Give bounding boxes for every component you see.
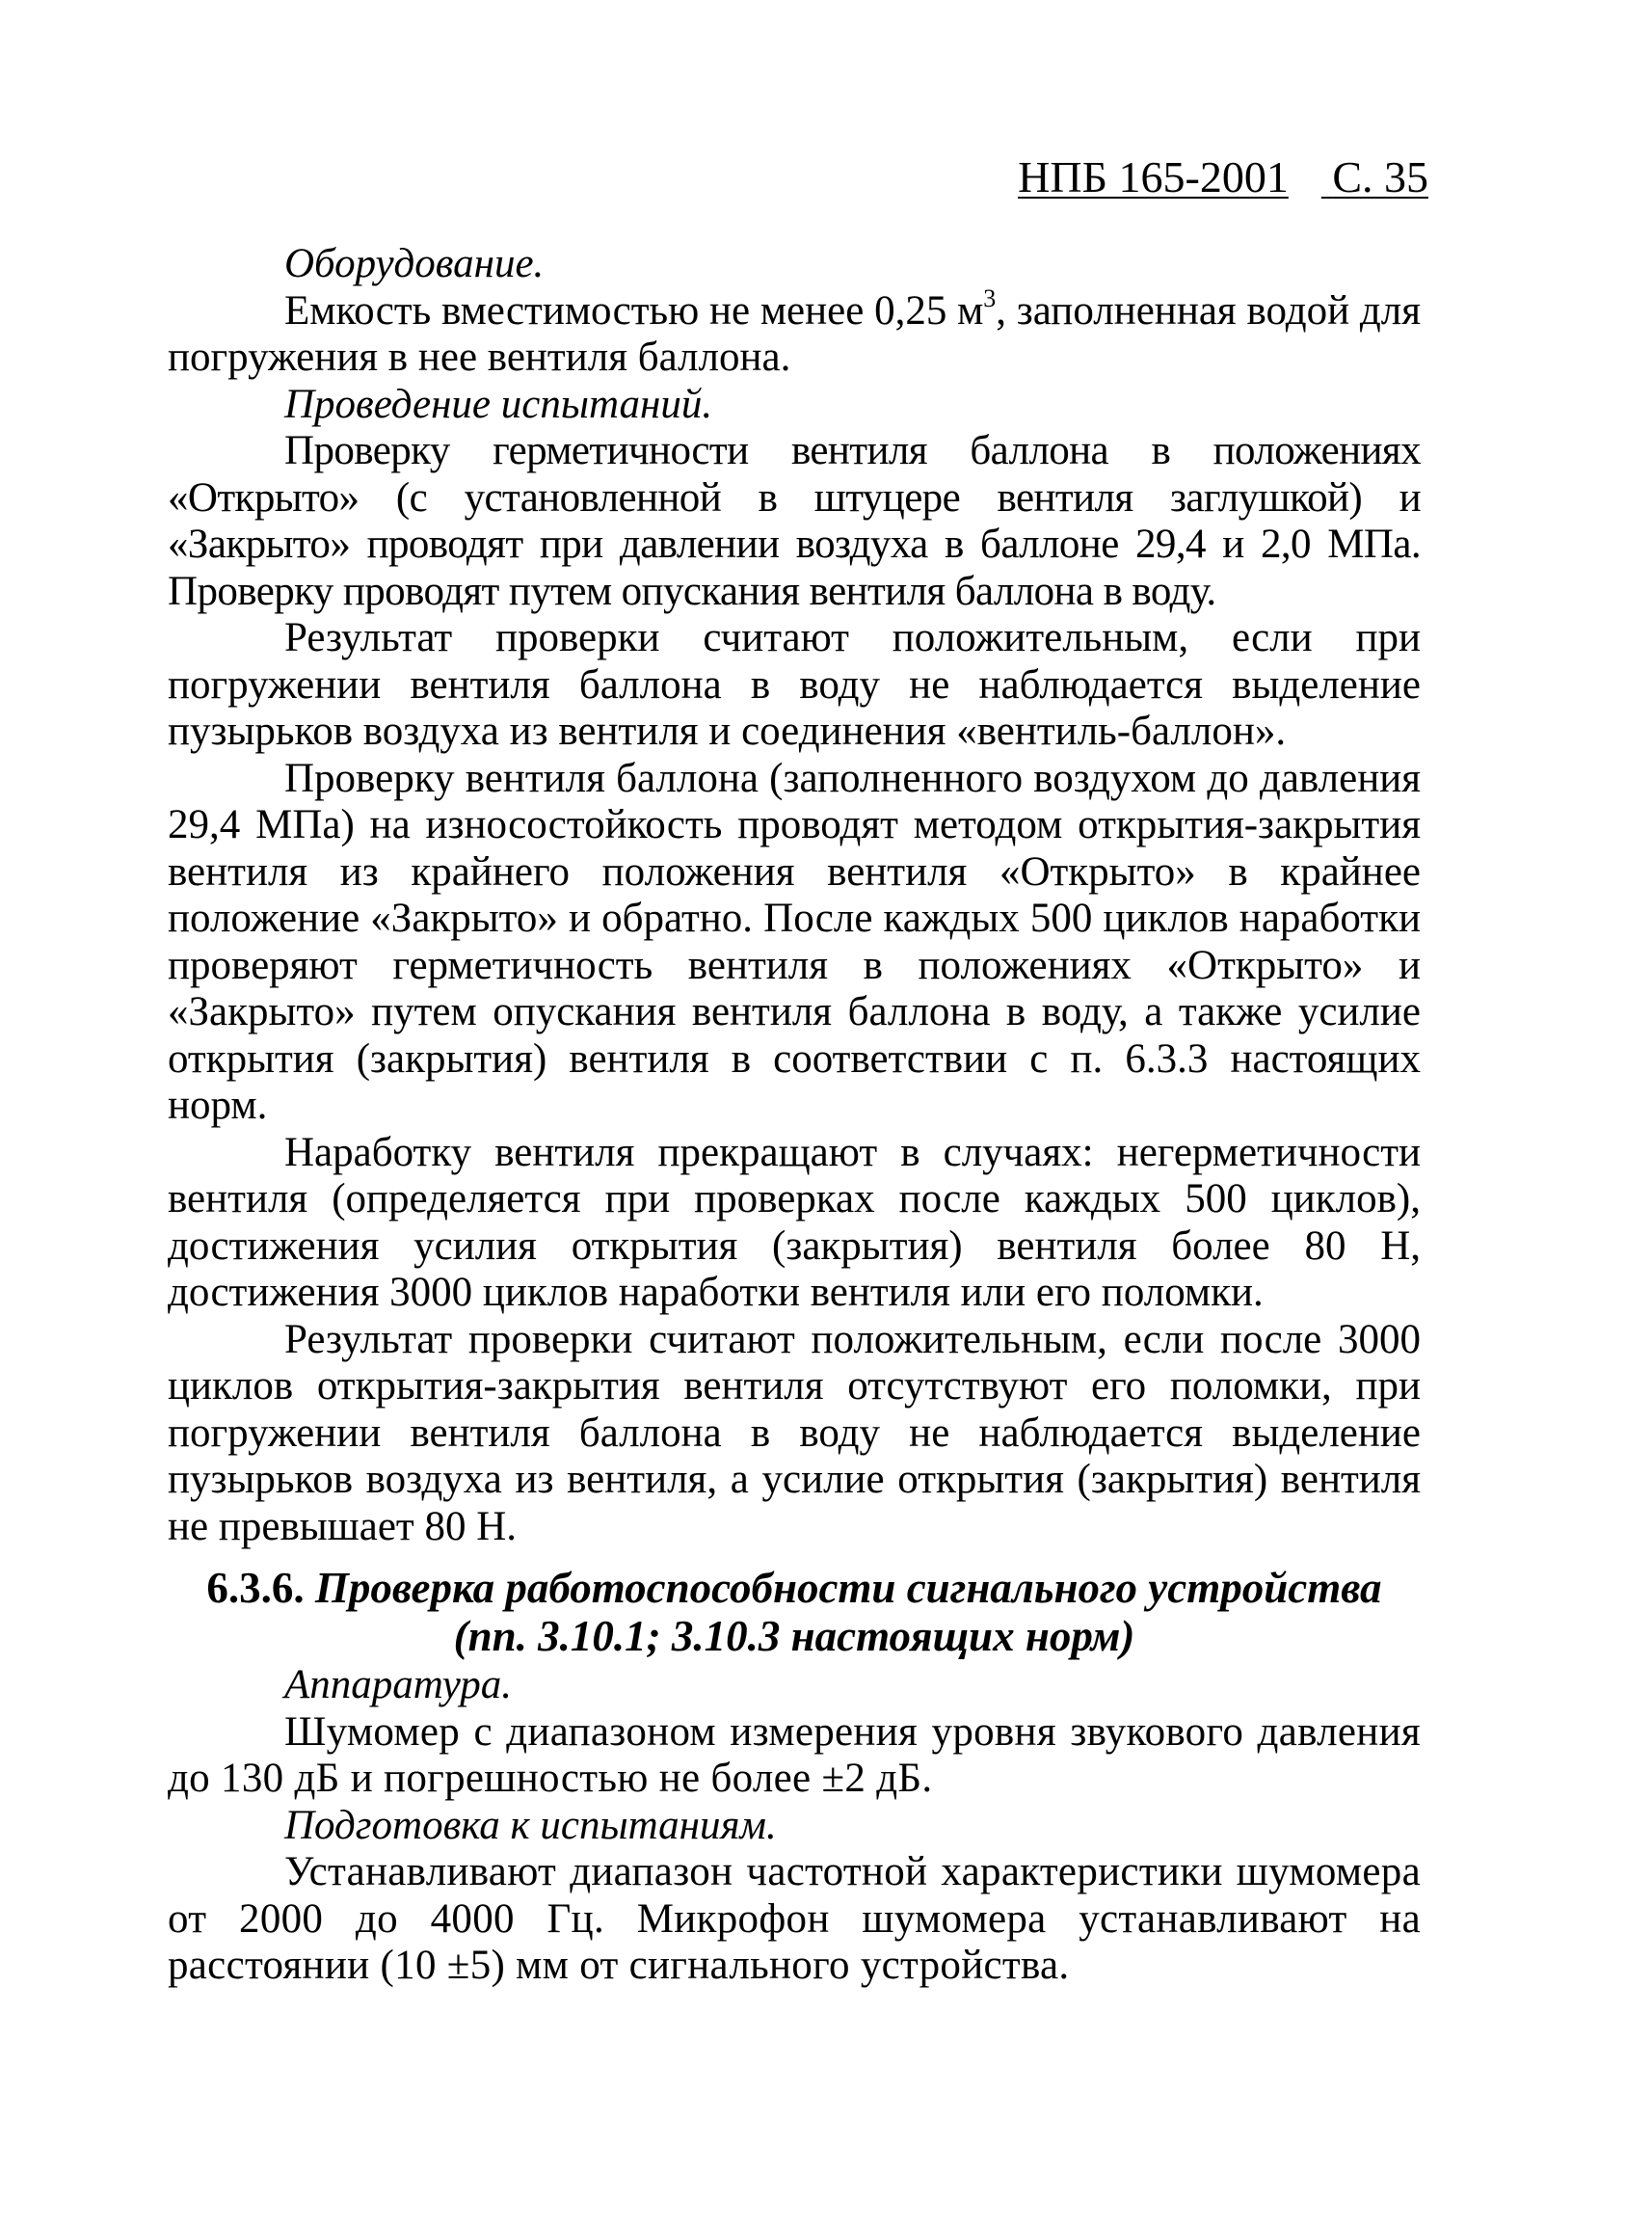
preparation-label-paragraph <box>168 1803 1421 1850</box>
document-code: НПБ 165-2001 <box>1018 152 1289 201</box>
paragraph-preparation: Устанавливают диапазон частотной характеристики шумомера от 2000 до 4000 Гц. Микрофон шумомера устанавливают на расстоянии (10 ±5) мм от сигнального устройства. <box>168 1849 1421 1988</box>
paragraph-tightness-result: Результат проверки считают положительным, если при погружении вентиля баллона в воду не наблюдается выделение пузырьков воздуха из вентиля и соединения «вентиль-баллон». <box>168 615 1421 754</box>
equipment-label-paragraph <box>168 241 1421 288</box>
preparation-label: Подготовка к испытаниям. <box>284 1802 777 1848</box>
section-number: 6.3.6. <box>206 1564 305 1612</box>
equipment-label: Оборудование. <box>284 241 545 286</box>
paragraph-noise-meter: Шумомер с диапазоном измерения уровня звукового давления до 130 дБ и погрешностью не более ±2 дБ. <box>168 1708 1421 1801</box>
paragraph-wear-test: Проверку вентиля баллона (заполненного воздухом до давления 29,4 МПа) на износостойкость проводят методом открытия-закрытия вентиля из крайнего положения вентиля «Открыто» в крайнее положение «Закрыто» и обратно. После каждых 500 циклов наработки проверяют герметичность вентиля в положениях «Открыто» и «Закрыто» путем опускания вентиля баллона в воду, а также усилие открытия (закрытия) вентиля в соответствии с п. 6.3.3 настоящих норм. <box>168 755 1421 1128</box>
testing-label-paragraph <box>168 382 1421 429</box>
paragraph-wear-stop-conditions: Наработку вентиля прекращают в случаях: негерметичности вентиля (определяется при проверках после каждых 500 циклов), достижения усилия открытия (закрытия) вентиля более 80 Н, достижения 3000 циклов наработки вентиля или его поломки. <box>168 1129 1421 1315</box>
paragraph-tightness-check: Проверку герметичности вентиля баллона в положениях «Открыто» (с установленной в штуцере вентиля заглушкой) и «Закрыто» проводят при давлении воздуха в баллоне 29,4 и 2,0 МПа. Проверку проводят путем опускания вентиля баллона в воду. <box>168 428 1421 614</box>
paragraph-wear-result: Результат проверки считают положительным, если после 3000 циклов открытия-закрытия вентиля отсутствуют его поломки, при погружении вентиля баллона в воду не наблюдается выделение пузырьков воздуха из вентиля, а усилие открытия (закрытия) вентиля не превышает 80 Н. <box>168 1316 1421 1549</box>
page-header <box>1018 150 1428 204</box>
testing-label: Проведение испытаний. <box>284 381 713 427</box>
apparatus-label: Аппаратура. <box>284 1662 513 1707</box>
equipment-paragraph <box>168 283 1421 382</box>
section-title-references: (пп. 3.10.1; 3.10.3 настоящих норм) <box>453 1612 1135 1660</box>
equipment-text-end: , заполненная водой для погружения в нее вентиля баллона. <box>168 287 1421 380</box>
page-body <box>168 241 1421 1990</box>
section-heading-line1 <box>168 1564 1421 1612</box>
section-title: Проверка работоспособности сигнального устройства <box>314 1564 1382 1612</box>
equipment-text-start: Емкость вместимостью не менее 0,25 м <box>284 287 984 334</box>
cubic-superscript: 3 <box>983 283 997 312</box>
apparatus-label-paragraph <box>168 1662 1421 1709</box>
section-heading <box>168 1564 1421 1660</box>
page-number: С. 35 <box>1332 152 1428 201</box>
